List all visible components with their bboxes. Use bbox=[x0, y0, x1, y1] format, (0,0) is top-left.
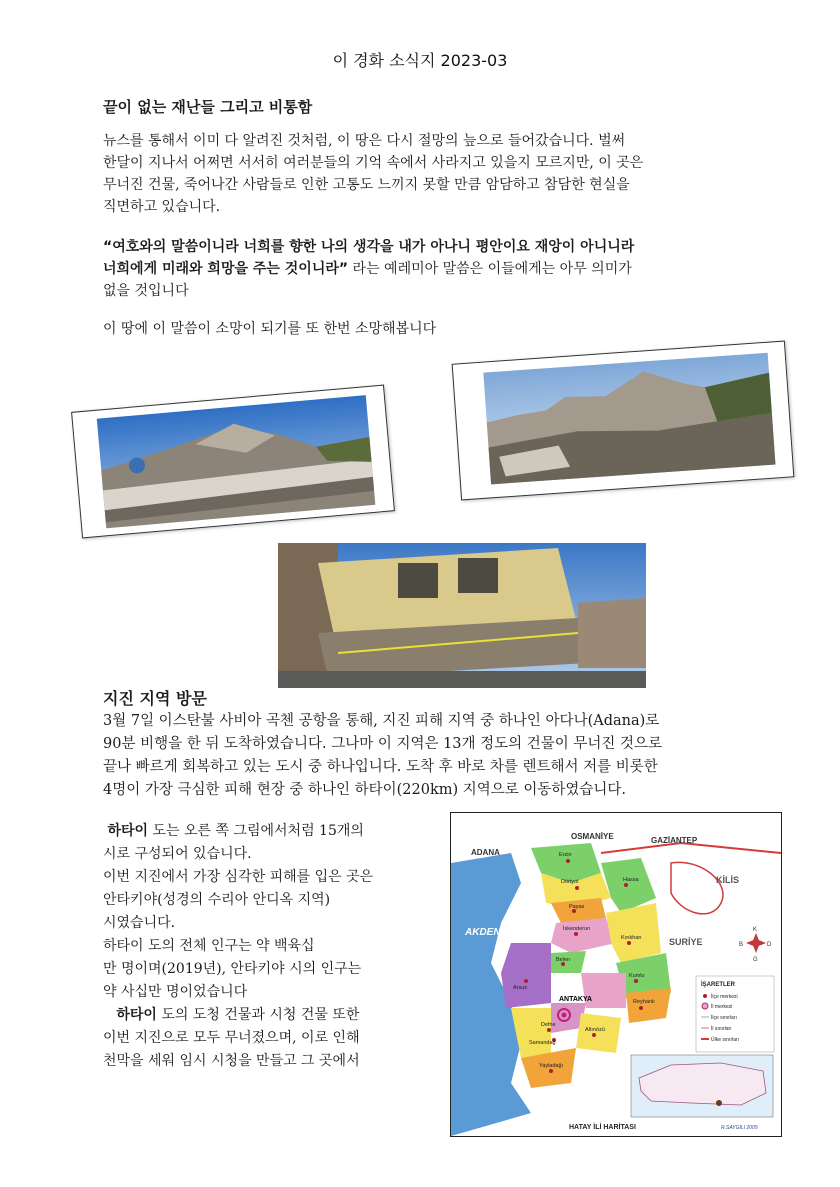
district-label: Hassa bbox=[623, 877, 639, 883]
scripture-paragraph bbox=[103, 236, 743, 302]
compass-label: D bbox=[767, 942, 772, 948]
district-arsuz bbox=[501, 943, 551, 1008]
district-label: Yayladağı bbox=[539, 1063, 564, 1069]
text-line: 하타이 도의 전체 인구는 약 백육십 bbox=[103, 938, 315, 954]
district-label: Payas bbox=[569, 904, 585, 910]
visit-paragraph bbox=[103, 710, 793, 802]
text-line: 끝나 빠르게 회복하고 있는 도시 중 하나입니다. 도착 후 바로 차를 렌트해서 저를 비롯한 bbox=[103, 759, 658, 775]
compass-label: K bbox=[753, 927, 758, 933]
district-label: Samandağ bbox=[529, 1040, 556, 1046]
photo-damaged-yellow-building bbox=[278, 543, 646, 688]
text-line: 시로 구성되어 있습니다. bbox=[103, 846, 252, 862]
district-label: Kumlu bbox=[629, 973, 645, 979]
district-label: Dörtyol bbox=[561, 879, 579, 885]
text-line: 약 사십만 명이었습니다 bbox=[103, 984, 248, 1000]
section-heading: 끝이 없는 재난들 그리고 비통함 bbox=[103, 98, 313, 116]
hope-sentence: 이 땅에 이 말씀이 소망이 되기를 또 한번 소망해봅니다 bbox=[103, 321, 437, 337]
text-line: 직면하고 있습니다. bbox=[103, 199, 221, 215]
quote-comment: 라는 예레미아 말씀은 이들에게는 아무 의미가 bbox=[348, 261, 632, 277]
district-label: Arsuz bbox=[513, 985, 528, 991]
district-label: Reyhanlı bbox=[633, 999, 655, 1005]
text-line: 4명이 가장 극심한 피해 현장 중 하나인 하타이(220km) 지역으로 이동하였습니다. bbox=[103, 782, 627, 798]
district-label: Kırıkhan bbox=[621, 935, 642, 941]
text-line: 뉴스를 통해서 이미 다 알려진 것처럼, 이 땅은 다시 절망의 늪으로 들어갔습니다. 벌써 bbox=[103, 133, 626, 149]
section-heading-visit: 지진 지역 방문 bbox=[103, 689, 207, 708]
text-span: 도는 오른 쪽 그림에서처럼 15개의 bbox=[148, 823, 364, 839]
page-title: 이 경화 소식지 2023-03 bbox=[332, 51, 508, 70]
district-label: Defne bbox=[541, 1022, 556, 1028]
map-label-adana: ADANA bbox=[471, 848, 500, 857]
text-line: 3월 7일 이스탄불 사비아 곡첸 공항을 통해, 지진 피해 지역 중 하나인 아다나(Adana)로 bbox=[103, 713, 660, 729]
intro-paragraph bbox=[103, 130, 743, 218]
map-label-osmaniye: OSMANİYE bbox=[571, 832, 614, 841]
map-label-akdeniz: AKDENİZ bbox=[465, 927, 510, 938]
map-label-gaziantep: GAZİANTEP bbox=[651, 836, 698, 845]
district-label-antakya: ANTAKYA bbox=[559, 996, 593, 1003]
text-span: 도의 도청 건물과 시청 건물 또한 bbox=[156, 1007, 360, 1023]
legend-item: İlçe merkezi bbox=[711, 994, 738, 1000]
text-line: 천막을 세워 임시 시청을 만들고 그 곳에서 bbox=[103, 1053, 360, 1069]
district-label: İskenderun bbox=[563, 926, 591, 932]
text-line: 이번 지진으로 모두 무너졌으며, 이로 인해 bbox=[103, 1030, 360, 1046]
text-line: 없을 것입니다 bbox=[103, 283, 189, 299]
legend-item: İlçe sınırları bbox=[711, 1015, 737, 1021]
hatay-map bbox=[450, 812, 782, 1137]
hatay-name: 하타이 bbox=[116, 1007, 157, 1023]
text-line: 한달이 지나서 어쩌면 서서히 여러분들의 기억 속에서 사라지고 있을지 모르지만, 이 곳은 bbox=[103, 155, 644, 171]
map-legend bbox=[696, 976, 774, 1052]
text-line: 무너진 건물, 죽어나간 사람들로 인한 고통도 느끼지 못할 만큼 암담하고 참담한 현실을 bbox=[103, 177, 630, 193]
compass-label: G bbox=[753, 957, 758, 963]
scripture-quote: “여호와의 말씀이니라 너희를 향한 나의 생각을 내가 아나니 평안이요 재앙이 아니니라 bbox=[103, 239, 635, 255]
turkey-inset-map bbox=[631, 1055, 773, 1117]
district-label: Altınözü bbox=[585, 1027, 605, 1033]
text-line: 만 명이며(2019년), 안타키야 시의 인구는 bbox=[103, 961, 362, 977]
legend-item: İl merkezi bbox=[711, 1004, 733, 1010]
compass-label: B bbox=[739, 942, 744, 948]
district-label: Erzin bbox=[559, 852, 572, 858]
text-line: 90분 비행을 한 뒤 도착하였습니다. 그나마 이 지역은 13개 정도의 건물이 무너진 것으로 bbox=[103, 736, 663, 752]
photo-rubble-field bbox=[452, 341, 795, 501]
text-line: 안타키야(성경의 수리아 안디옥 지역) bbox=[103, 892, 331, 908]
district-reyhanli bbox=[626, 988, 671, 1023]
legend-title: İŞARETLER bbox=[701, 982, 736, 988]
legend-item: Ülke sınırları bbox=[711, 1037, 740, 1043]
map-label-suriye: SURİYE bbox=[669, 937, 703, 947]
text-line: 시였습니다. bbox=[103, 915, 176, 931]
map-label-kilis: KİLİS bbox=[716, 875, 740, 885]
hatay-name: 하타이 bbox=[107, 823, 149, 839]
district-altinozu bbox=[576, 1013, 621, 1053]
district-label: Belen bbox=[556, 957, 571, 963]
map-author: R.SAYGILI 2005 bbox=[721, 1125, 758, 1131]
hatay-paragraph bbox=[103, 820, 443, 1073]
photo-collapsed-building-1 bbox=[71, 385, 395, 539]
legend-item: İl sınırları bbox=[711, 1026, 732, 1032]
scripture-quote-end: 너희에게 미래와 희망을 주는 것이니라” bbox=[103, 261, 349, 277]
map-caption: HATAY İLİ HARİTASI bbox=[569, 1124, 636, 1131]
text-line: 이번 지진에서 가장 심각한 피해를 입은 곳은 bbox=[103, 869, 374, 885]
